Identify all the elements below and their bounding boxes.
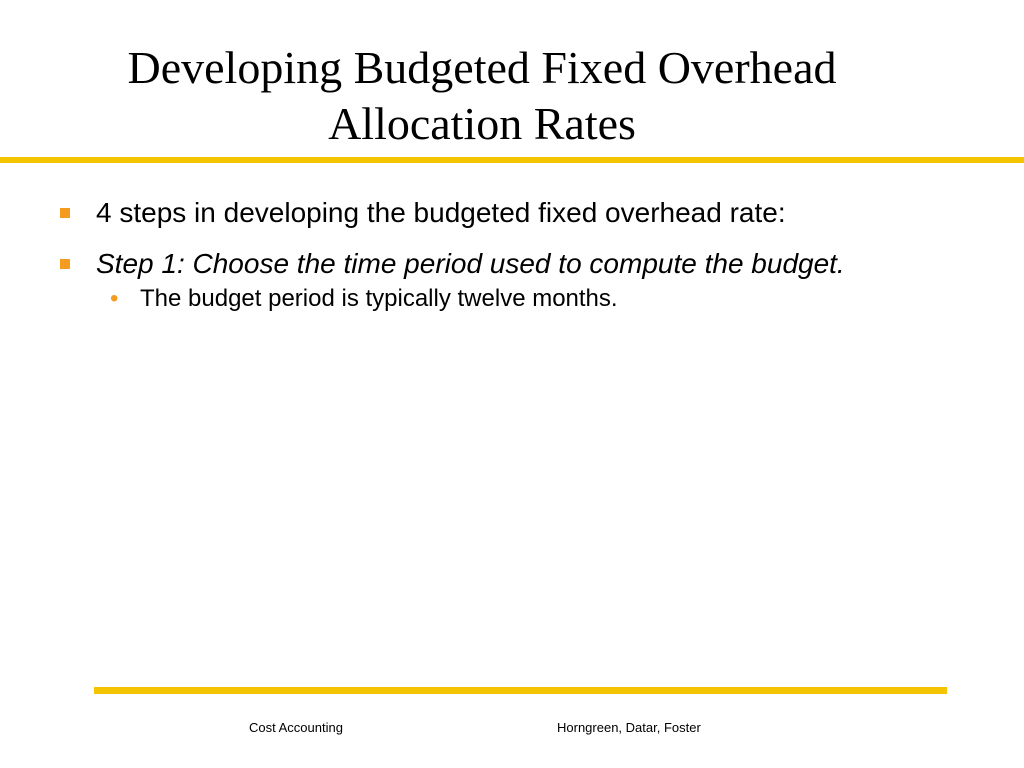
sub-bullet-item-1 bbox=[60, 284, 1020, 314]
bullet-text-1: 4 steps in developing the budgeted fixed overhead rate: bbox=[96, 197, 786, 228]
footer-authors: Horngreen, Datar, Foster bbox=[557, 720, 701, 735]
square-bullet-icon bbox=[60, 208, 70, 218]
footer-course-name: Cost Accounting bbox=[249, 720, 343, 735]
footer-divider bbox=[94, 687, 947, 694]
slide-title bbox=[60, 40, 904, 152]
dot-bullet-icon: • bbox=[110, 285, 119, 312]
bullet-text-2: Step 1: Choose the time period used to compute the budget. bbox=[96, 248, 845, 279]
slide-body bbox=[60, 196, 1020, 314]
square-bullet-icon bbox=[60, 259, 70, 269]
slide-title-line-2: Allocation Rates bbox=[328, 98, 636, 149]
title-divider bbox=[0, 157, 1024, 163]
bullet-item-1 bbox=[60, 196, 1020, 230]
bullet-item-2 bbox=[60, 247, 1020, 281]
slide-title-line-1: Developing Budgeted Fixed Overhead bbox=[127, 42, 837, 93]
sub-bullet-text-1: The budget period is typically twelve months. bbox=[140, 285, 618, 312]
